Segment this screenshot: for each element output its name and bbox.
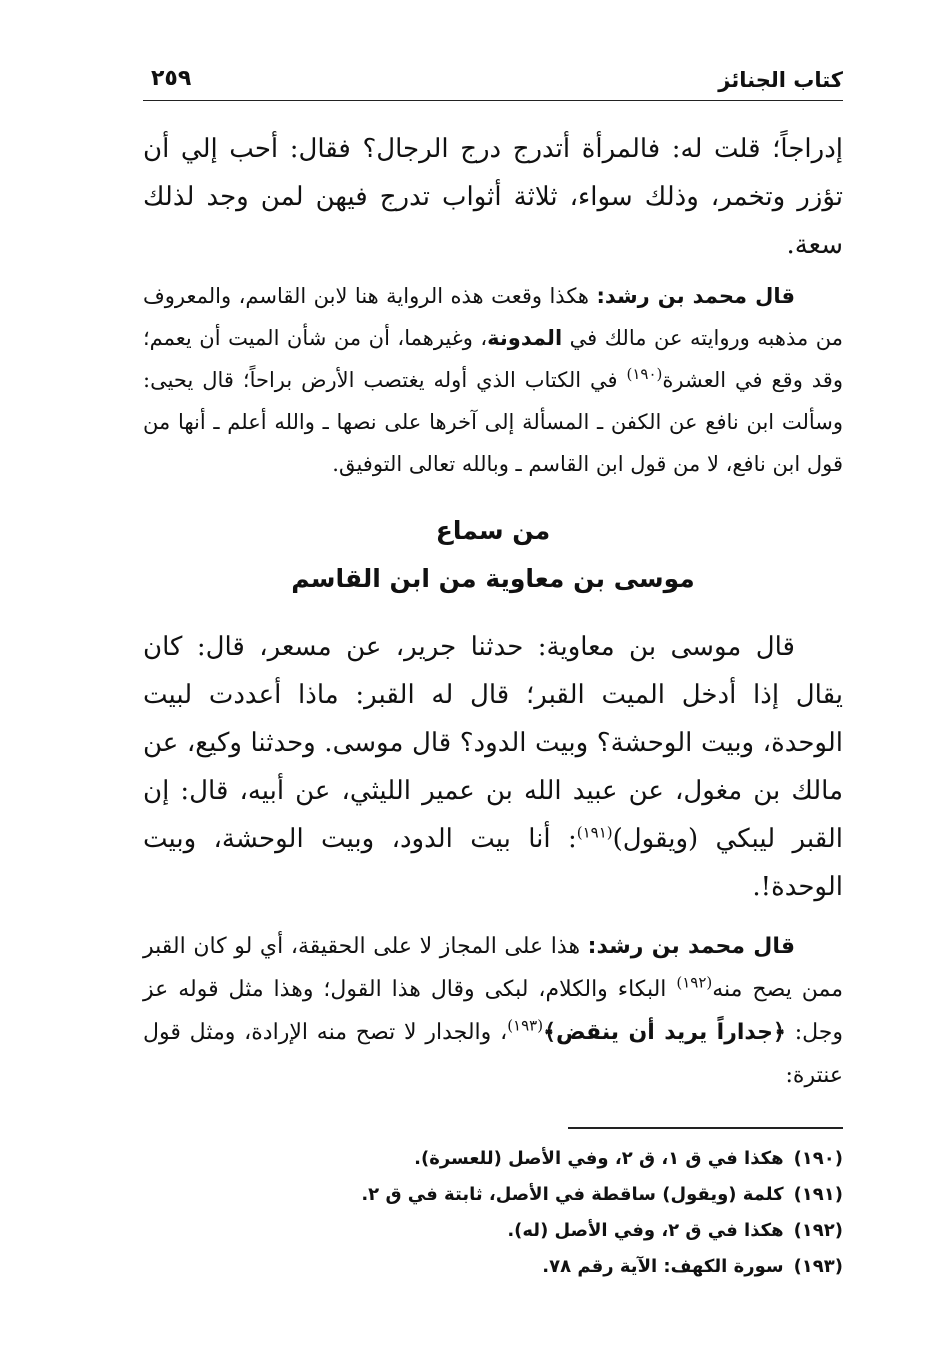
footnote-text: هكذا في ق ٢، وفي الأصل (له). [507,1220,784,1241]
footnote-item [143,1141,843,1177]
book-title: المدونة [487,326,563,350]
paragraph-2-text-a: هكذا وقعت هذه الرواية هنا لابن القاسم، والمعروف من مذهبه وروايته عن مالك في [143,284,843,350]
footnote-ref-191[interactable]: (١٩١) [576,823,613,842]
paragraph-3 [143,623,843,911]
footnote-ref-193[interactable]: (١٩٣) [507,1016,544,1035]
page-number: ٢٥٩ [151,66,192,91]
paragraph-3-text-b: : أنا بيت الدود، وبيت الوحشة، وبيت الوحدة!. [143,824,843,902]
book-page [143,60,843,1340]
chapter-title: كتاب الجنائز [718,68,843,92]
footnote-text: سورة الكهف: الآية رقم ٧٨. [542,1256,784,1277]
paragraph-3-text-a: قال موسى بن معاوية: حدثنا جرير، عن مسعر، قال: كان يقال إذا أدخل الميت القبر؛ قال له القبر: ماذا أعددت لبيت الوحدة، وبيت الوحشة؟ وبيت الدود؟ قال موسى. وحدثنا وكيع، عن مالك بن مغول، عن عبيد الله بن عمير الليثي، عن أبيه، قال: إن القبر ليبكي (ويقول) [143,632,844,854]
paragraph-2-text-c: في الكتاب الذي أوله يغتصب الأرض براحاً؛ قال يحيى: وسألت ابن نافع عن الكفن ـ المسألة إلى آخرها على نصها ـ والله أعلم ـ أنها من قول ابن نافع، لا من قول ابن القاسم ـ وبالله تعالى التوفيق. [143,368,843,476]
footnote-separator [568,1127,843,1129]
paragraph-2-text-b: ، وغيرهما، أن من شأن الميت أن يعمم؛ وقد وقع في العشرة [143,326,843,392]
footnote-ref-190[interactable]: (١٩٠) [626,365,663,383]
footnote-item [143,1177,843,1213]
paragraph-1: إدراجاً؛ قلت له: فالمرأة أتدرج درج الرجال؟ فقال: أحب إلي أن تؤزر وتخمر، وذلك سواء، ثلاثة أثواب تدرج فيهن لمن وجد لذلك سعة. [143,134,843,260]
paragraph-4 [143,925,843,1097]
quran-quote: ﴿جداراً يريد أن ينقض﴾ [543,1020,786,1045]
footnote-number: (١٩٢) [793,1220,843,1241]
paragraph-2 [143,275,843,485]
footnote-number: (١٩٠) [793,1148,843,1169]
footnotes [143,1141,843,1285]
footnote-text: هكذا في ق ١، ق ٢، وفي الأصل (للعسرة). [414,1148,784,1169]
running-head [143,60,843,101]
footnote-item [143,1249,843,1285]
paragraph-4-text-a: هذا على المجاز لا على الحقيقة، أي لو كان القبر ممن يصح منه [143,934,844,1002]
speaker-label: قال محمد بن رشد: [596,284,795,308]
section-heading-line-1: من سماع [435,516,551,545]
footnote-number: (١٩١) [793,1184,843,1205]
footnote-number: (١٩٣) [793,1256,843,1277]
footnote-item [143,1213,843,1249]
paragraph-4-text-b: البكاء والكلام، لبكى وقال هذا القول؛ وهذا مثل قوله عز وجل: [143,977,843,1045]
section-heading-line-2: موسى بن معاوية من ابن القاسم [291,564,695,593]
speaker-label: قال محمد بن رشد: [587,934,796,959]
footnote-ref-192[interactable]: (١٩٢) [676,973,713,992]
paragraph-4-text-c: ، والجدار لا تصح منه الإرادة، ومثل قول عنترة: [143,1020,843,1088]
footnote-text: كلمة (ويقول) ساقطة في الأصل، ثابتة في ق ٢. [361,1184,784,1205]
